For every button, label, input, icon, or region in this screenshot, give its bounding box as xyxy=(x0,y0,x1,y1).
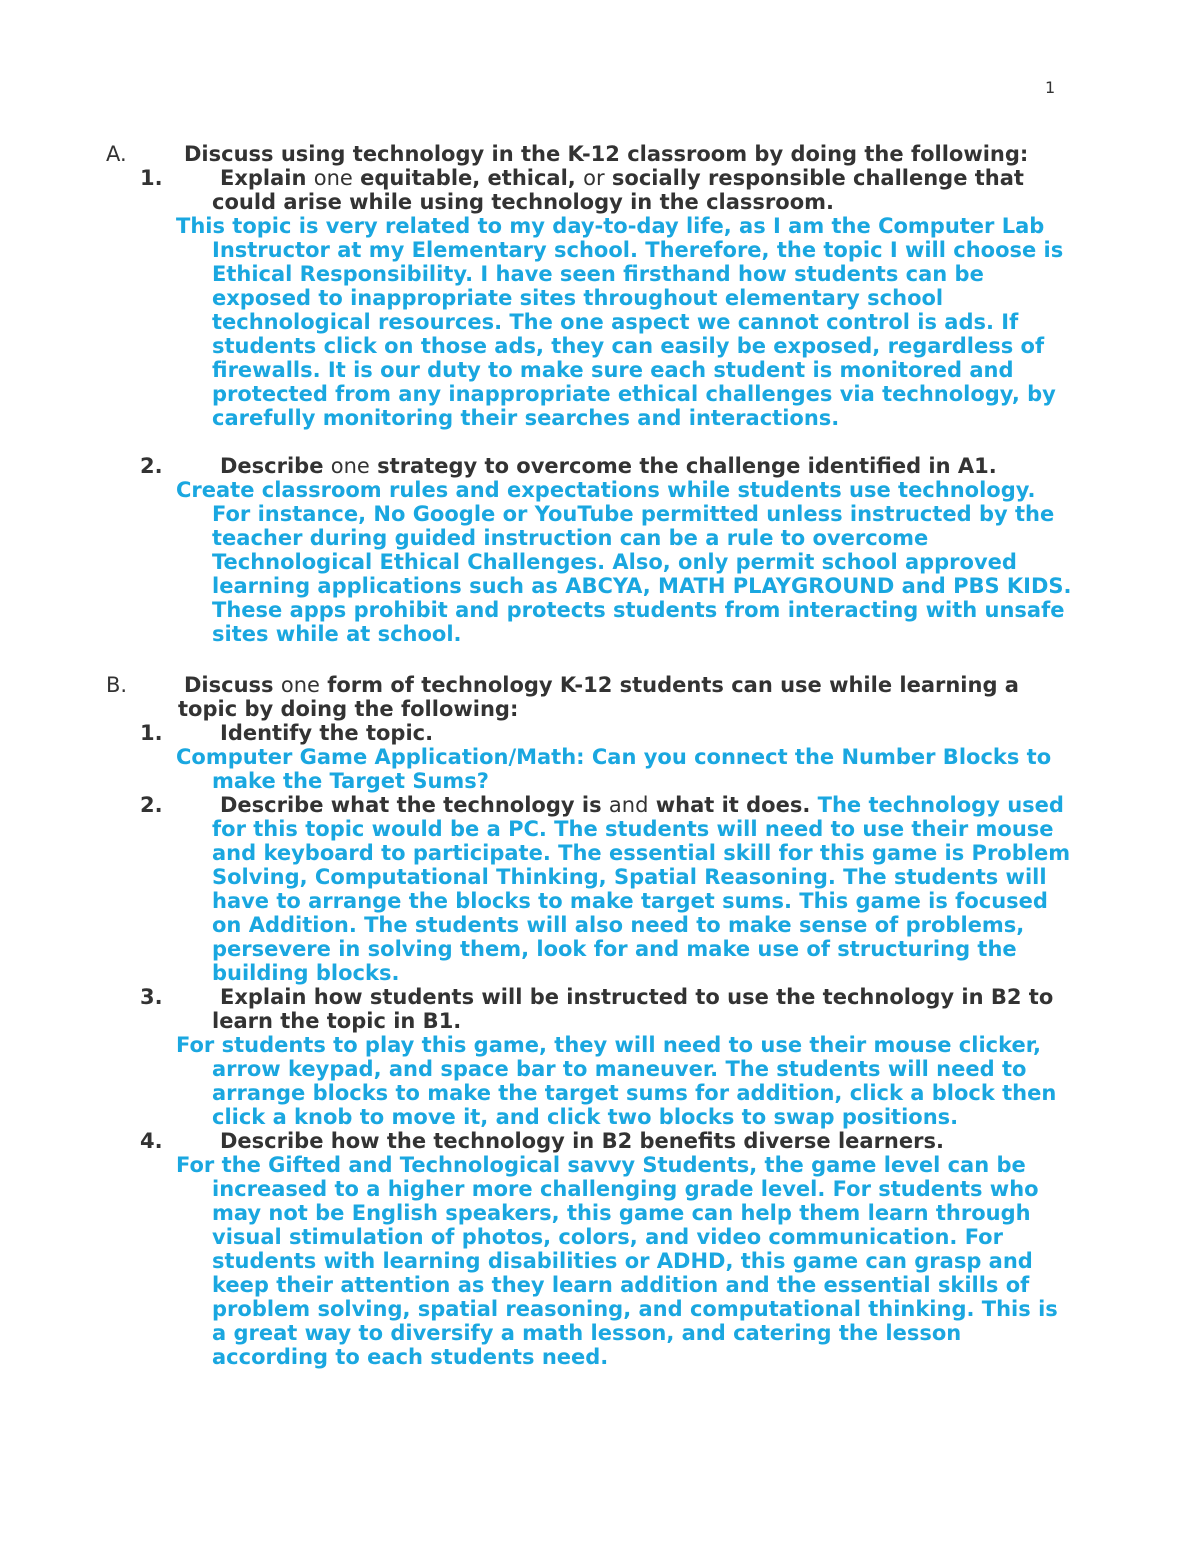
section-b-heading-text: Discuss xyxy=(184,673,281,697)
page-number: 1 xyxy=(1045,78,1056,97)
section-b-item-4-number: 4. xyxy=(140,1129,163,1153)
question-text: equitable, ethical, xyxy=(352,166,584,190)
spacer xyxy=(142,646,1072,673)
section-b-label: B. xyxy=(106,673,128,697)
section-b-item-2-number: 2. xyxy=(140,793,163,817)
section-b-item-3-question xyxy=(142,985,1072,1033)
question-emphasis: or xyxy=(583,166,605,190)
section-b-item-3-number: 3. xyxy=(140,985,163,1009)
section-b-item-3-answer: For students to play this game, they will need to use their mouse clicker, arrow keypad, and space bar to maneuver. The students will need to arrange blocks to make the target sums for addition, click a block then click a knob to move it, and click two blocks to swap positions. xyxy=(176,1033,1057,1129)
question-text: strategy to overcome the challenge identified in A1. xyxy=(369,454,997,478)
question-text: Explain how students will be instructed to use the technology in B2 to learn the topic in B1. xyxy=(212,985,1054,1033)
section-a-item-2-number: 2. xyxy=(140,454,163,478)
section-b-item-2-answer: The technology used for this topic would be a PC. The students will need to use their mouse and keyboard to participate. The essential skill for this game is Problem Solving, Computational Thinking, Spatial Reasoning. The students will have to arrange the blocks to make target sums. This game is focused on Addition. The students will also need to make sense of problems, persevere in solving them, look for and make use of structuring the building blocks. xyxy=(212,793,1071,985)
document-body xyxy=(106,142,1072,1369)
section-a-item-2-answer: Create classroom rules and expectations while students use technology. For instance, No Google or YouTube permitted unless instructed by the teacher during guided instruction can be a rule to overcome Technological Ethical Challenges. Also, only permit school approved learning applications such as ABCYA, MATH PLAYGROUND and PBS KIDS. These apps prohibit and protects students from interacting with unsafe sites while at school. xyxy=(176,478,1072,646)
question-text: socially responsible challenge that could arise while using technology in the classroom. xyxy=(212,166,1024,214)
question-text: Describe how the technology in B2 benefits diverse learners. xyxy=(220,1129,944,1153)
question-text: Describe what the technology is xyxy=(220,793,609,817)
section-b-item-1-answer: Computer Game Application/Math: Can you connect the Number Blocks to make the Target Sums? xyxy=(176,745,1052,793)
question-emphasis: one xyxy=(313,166,353,190)
question-emphasis: and xyxy=(608,793,649,817)
question-emphasis: one xyxy=(280,673,320,697)
section-b-heading-text: form of technology K-12 students can use while learning a topic by doing the following: xyxy=(178,673,1019,721)
section-b-heading xyxy=(106,673,1072,721)
question-text: Describe xyxy=(220,454,331,478)
section-a-label: A. xyxy=(106,142,127,166)
spacer xyxy=(142,430,1072,454)
question-emphasis: one xyxy=(330,454,370,478)
section-b-item-2-question xyxy=(142,793,1072,985)
section-a-heading-text: Discuss using technology in the K-12 classroom by doing the following: xyxy=(184,142,1029,166)
question-text: Explain xyxy=(220,166,314,190)
section-a-item-1-answer: This topic is very related to my day-to-day life, as I am the Computer Lab Instructor at my Elementary school. Therefore, the topic I will choose is Ethical Responsibility. I have seen firsthand how students can be exposed to inappropriate sites throughout elementary school technological resources. The one aspect we cannot control is ads. If students click on those ads, they can easily be exposed, regardless of firewalls. It is our duty to make sure each student is monitored and protected from any inappropriate ethical challenges via technology, by carefully monitoring their searches and interactions. xyxy=(176,214,1064,430)
section-a-item-1-number: 1. xyxy=(140,166,163,190)
section-b-item-1-number: 1. xyxy=(140,721,163,745)
question-text: what it does. xyxy=(648,793,818,817)
section-b-item-4-question xyxy=(142,1129,1072,1153)
question-text: Identify the topic. xyxy=(220,721,434,745)
section-b-item-4-answer: For the Gifted and Technological savvy Students, the game level can be increased to a higher more challenging grade level. For students who may not be English speakers, this game can help them learn through visual stimulation of photos, colors, and video communication. For students with learning disabilities or ADHD, this game can grasp and keep their attention as they learn addition and the essential skills of problem solving, spatial reasoning, and computational thinking. This is a great way to diversify a math lesson, and catering the lesson according to each students need. xyxy=(176,1153,1058,1369)
section-b-item-1-question xyxy=(142,721,1072,745)
section-a-heading xyxy=(106,142,1072,166)
section-a-item-2-question xyxy=(142,454,1072,478)
section-a-item-1-question xyxy=(142,166,1072,214)
